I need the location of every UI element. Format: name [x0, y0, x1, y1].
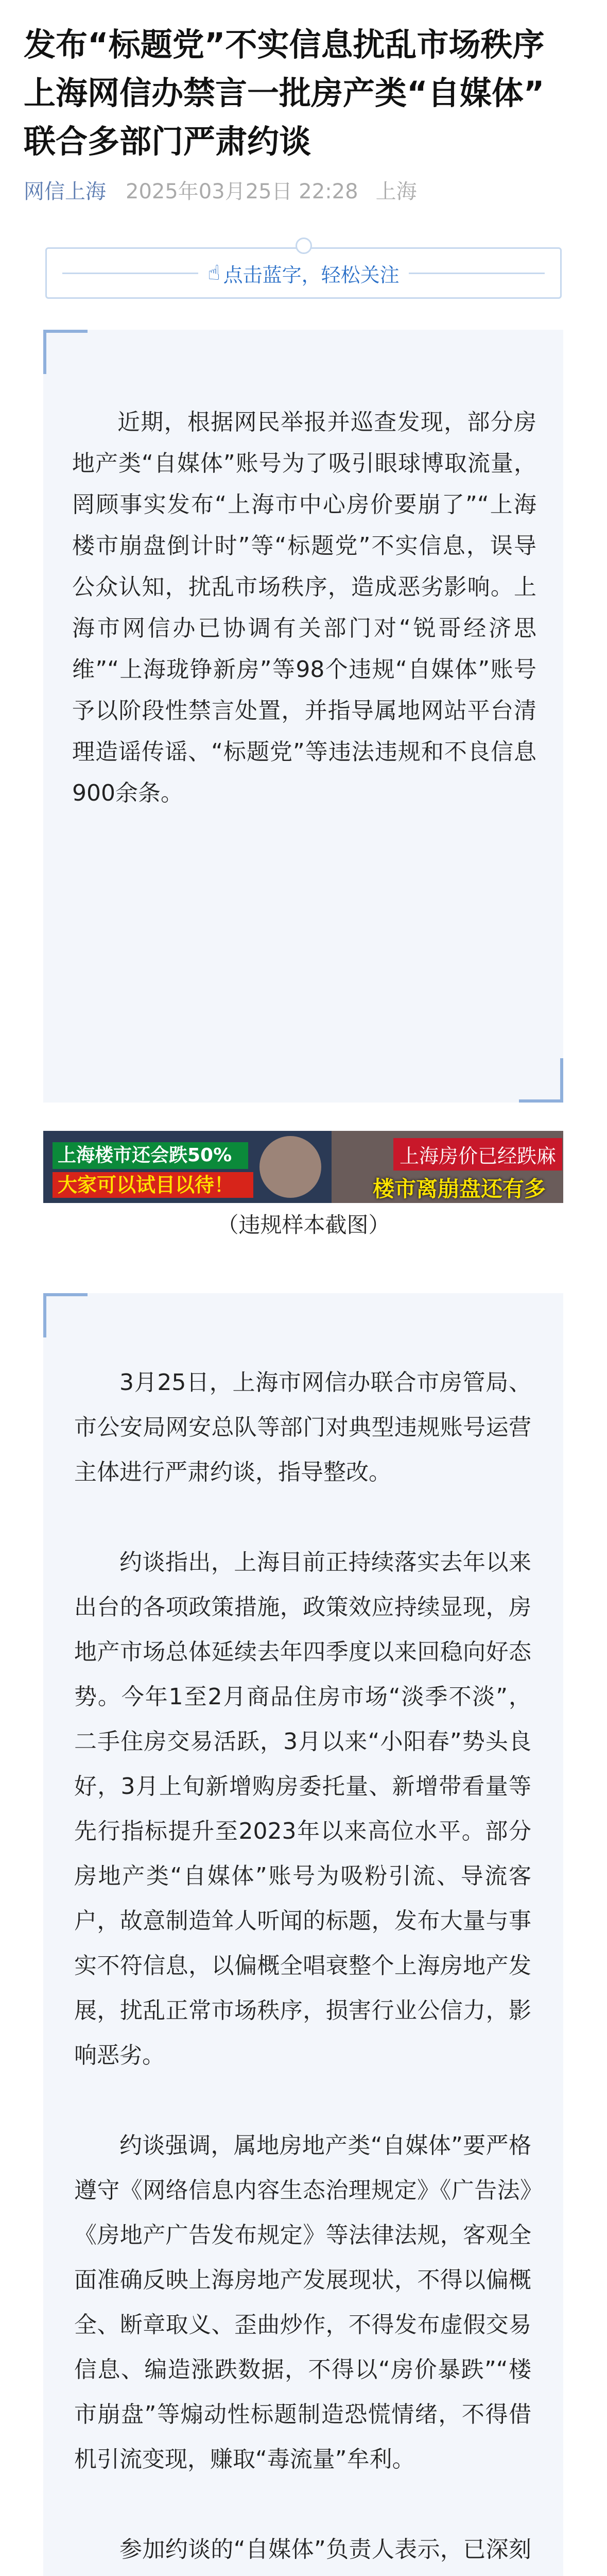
follow-banner[interactable]: [45, 247, 562, 299]
blurred-face: [259, 1136, 321, 1198]
follow-text[interactable]: 点击蓝字，轻松关注: [223, 263, 400, 286]
sample-screenshot-image[interactable]: [43, 1131, 563, 1203]
follow-content[interactable]: [198, 259, 408, 287]
article-title: 发布“标题党”不实信息扰乱市场秩序 上海网信办禁言一批房产类“自媒体” 联合多部门严肃约谈: [24, 26, 545, 160]
sample-image-right: [332, 1131, 563, 1203]
publish-date: 2025年03月25日 22:28: [126, 180, 358, 204]
body-paragraph: 约谈强调，属地房地产类“自媒体”要严格遵守《网络信息内容生态治理规定》《广告法》《房地产广告发布规定》等法律法规，客观全面准确反映上海房地产发展现状，不得以偏概全、断章取义、歪曲炒作，不得发布虚假交易信息、编造涨跌数据，不得以“房价暴跌”“楼市崩盘”等煽动性标题制造恐慌情绪，不得借机引流变现，赚取“毒流量”牟利。: [74, 2132, 531, 2472]
body-paragraph: 参加约谈的“自媒体”负责人表示，已深刻: [119, 2536, 531, 2563]
sample-image-left: [43, 1131, 332, 1203]
sample-banner-text: 上海房价已经跌麻: [393, 1138, 562, 1171]
banner-line-left: [62, 273, 217, 274]
sample-banner-text: 上海楼市还会跌50%: [53, 1142, 248, 1169]
publish-location: 上海: [375, 180, 417, 204]
article-meta: [0, 166, 607, 205]
corner-decoration: [43, 1293, 88, 1337]
corner-decoration: [43, 330, 88, 374]
sample-banner-text: 楼市离崩盘还有多: [373, 1176, 546, 1201]
hand-pointer-icon: ☝: [207, 261, 220, 285]
body-panel: [43, 1293, 563, 2576]
summary-panel: [43, 330, 563, 1103]
banner-dot: [296, 238, 312, 254]
image-caption: （违规样本截图）: [217, 1212, 390, 1238]
corner-decoration: [519, 1058, 563, 1103]
body-paragraph: 约谈指出，上海目前正持续落实去年以来出台的各项政策措施，政策效应持续显现，房地产市场总体延续去年四季度以来回稳向好态势。今年1至2月商品住房市场“淡季不淡”，二手住房交易活跃，3月以来“小阳春”势头良好，3月上旬新增购房委托量、新增带看量等先行指标提升至2023年以来高位水平。部分房地产类“自媒体”账号为吸粉引流、导流客户，故意制造耸人听闻的标题，发布大量与事实不符信息，以偏概全唱衰整个上海房地产发展，扰乱正常市场秩序，损害行业公信力，影响恶劣。: [74, 1549, 531, 2069]
source-link[interactable]: 网信上海: [24, 180, 106, 204]
body-paragraph: 3月25日，上海市网信办联合市房管局、市公安局网安总队等部门对典型违规账号运营主体进行严肃约谈，指导整改。: [74, 1369, 531, 1485]
summary-paragraph: 近期，根据网民举报并巡查发现，部分房地产类“自媒体”账号为了吸引眼球博取流量，罔顾事实发布“上海市中心房价要崩了”“上海楼市崩盘倒计时”等“标题党”不实信息，误导公众认知，扰乱市场秩序，造成恶劣影响。上海市网信办已协调有关部门对“锐哥经济思维”“上海珑铮新房”等98个违规“自媒体”账号予以阶段性禁言处置，并指导属地网站平台清理造谣传谣、“标题党”等违法违规和不良信息900余条。: [72, 409, 536, 806]
sample-banner-text: 大家可以试目以待！: [53, 1172, 253, 1198]
banner-line-right: [390, 273, 545, 274]
